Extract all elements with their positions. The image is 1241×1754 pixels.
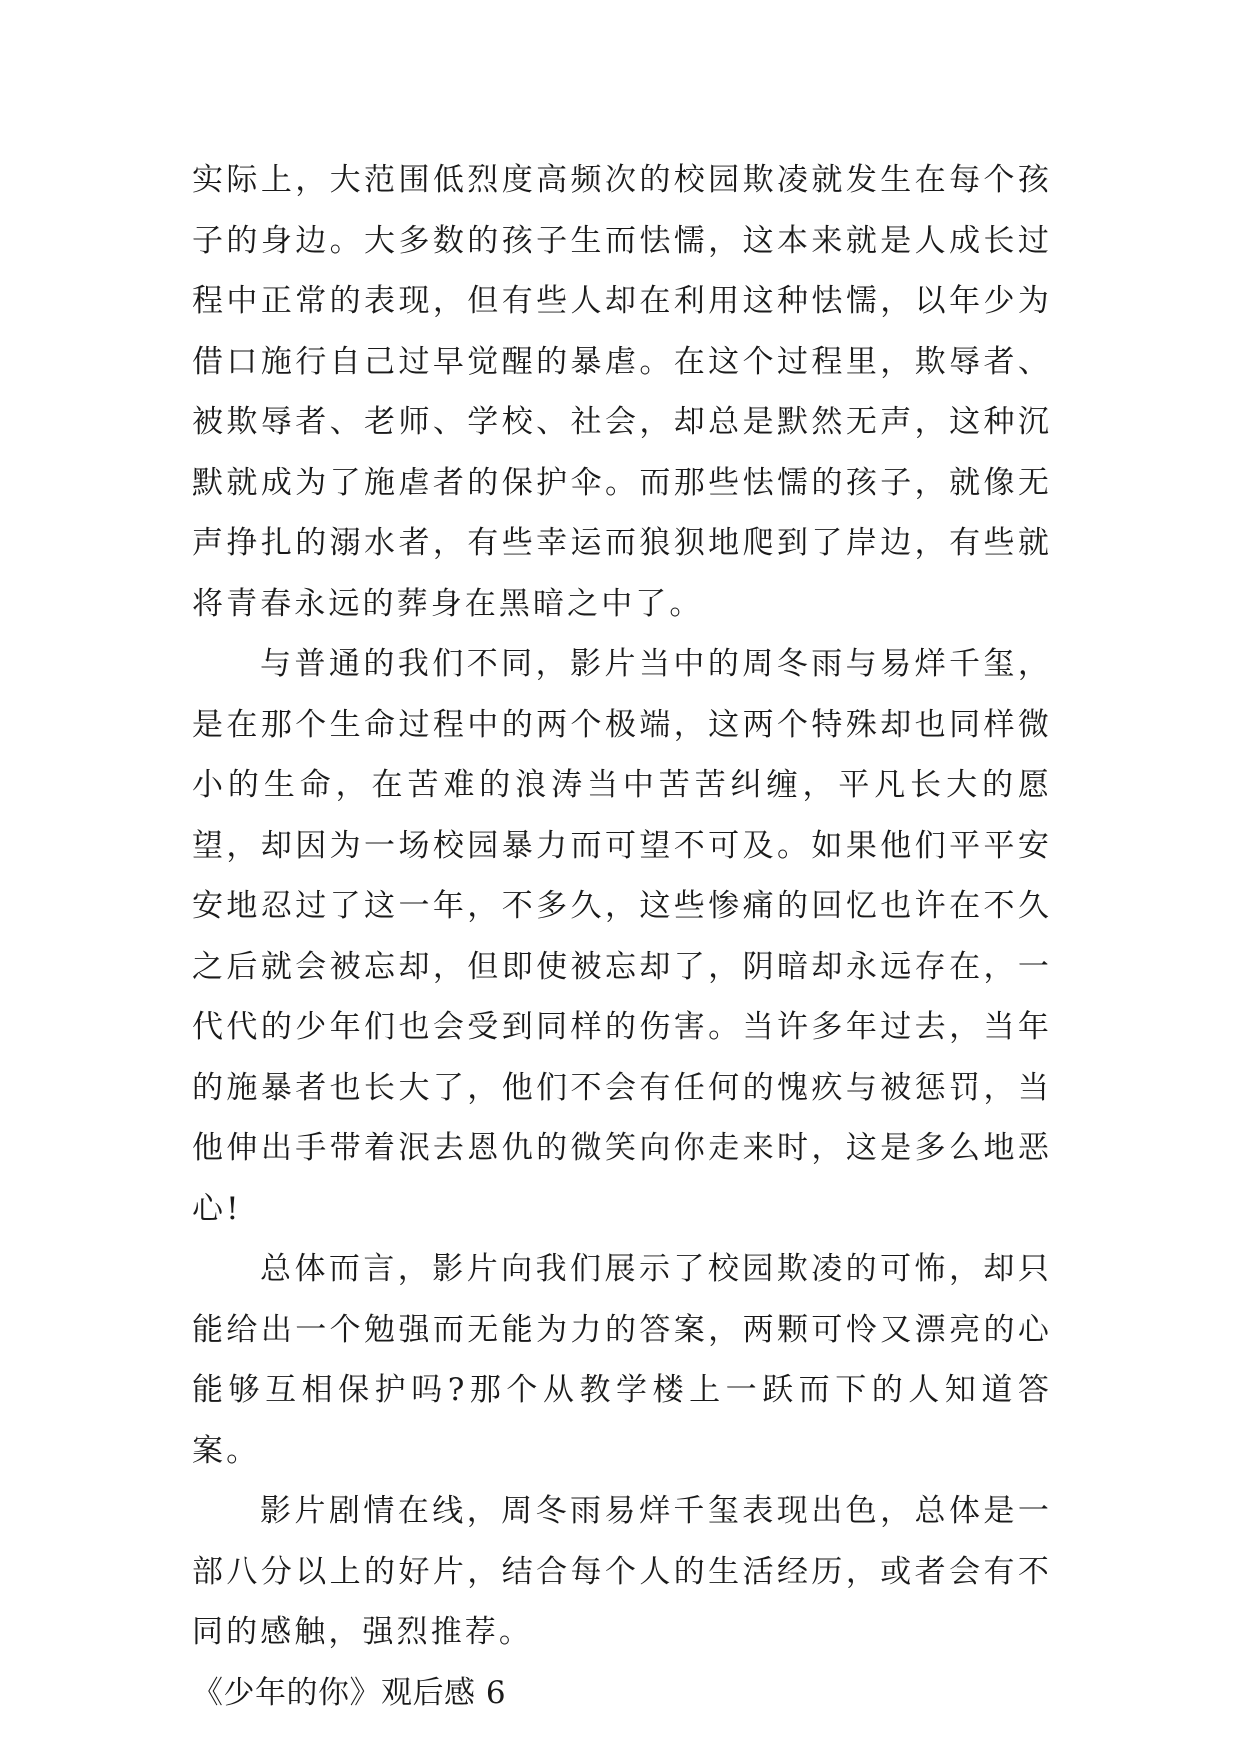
paragraph-4: 影片剧情在线，周冬雨易烊千玺表现出色，总体是一部八分以上的好片，结合每个人的生活经历，或者会有不同的感触，强烈推荐。 [192,1493,1052,1650]
paragraph-2: 与普通的我们不同，影片当中的周冬雨与易烊千玺，是在那个生命过程中的两个极端，这两个特殊却也同样微小的生命，在苦难的浪涛当中苦苦纠缠，平凡长大的愿望，却因为一场校园暴力而可望不可及。如果他们平平安安地忍过了这一年，不多久，这些惨痛的回忆也许在不久之后就会被忘却，但即使被忘却了，阴暗却永远存在，一代代的少年们也会受到同样的伤害。当许多年过去，当年的施暴者也长大了，他们不会有任何的愧疚与被惩罚，当他伸出手带着泯去恩仇的微笑向你走来时，这是多么地恶心! [192,646,1052,1227]
paragraph-3: 总体而言，影片向我们展示了校园欺凌的可怖，却只能给出一个勉强而无能为力的答案，两颗可怜又漂亮的心能够互相保护吗?那个从教学楼上一跃而下的人知道答案。 [192,1251,1052,1469]
paragraph-1: 实际上，大范围低烈度高频次的校园欺凌就发生在每个孩子的身边。大多数的孩子生而怯懦，这本来就是人成长过程中正常的表现，但有些人却在利用这种怯懦，以年少为借口施行自己过早觉醒的暴虐。在这个过程里，欺辱者、被欺辱者、老师、学校、社会，却总是默然无声，这种沉默就成为了施虐者的保护伞。而那些怯懦的孩子，就像无声挣扎的溺水者，有些幸运而狼狈地爬到了岸边，有些就将青春永远的葬身在黑暗之中了。 [192,162,1052,622]
section-heading: 《少年的你》观后感 6 [192,1674,507,1711]
document-body [192,150,1052,1723]
